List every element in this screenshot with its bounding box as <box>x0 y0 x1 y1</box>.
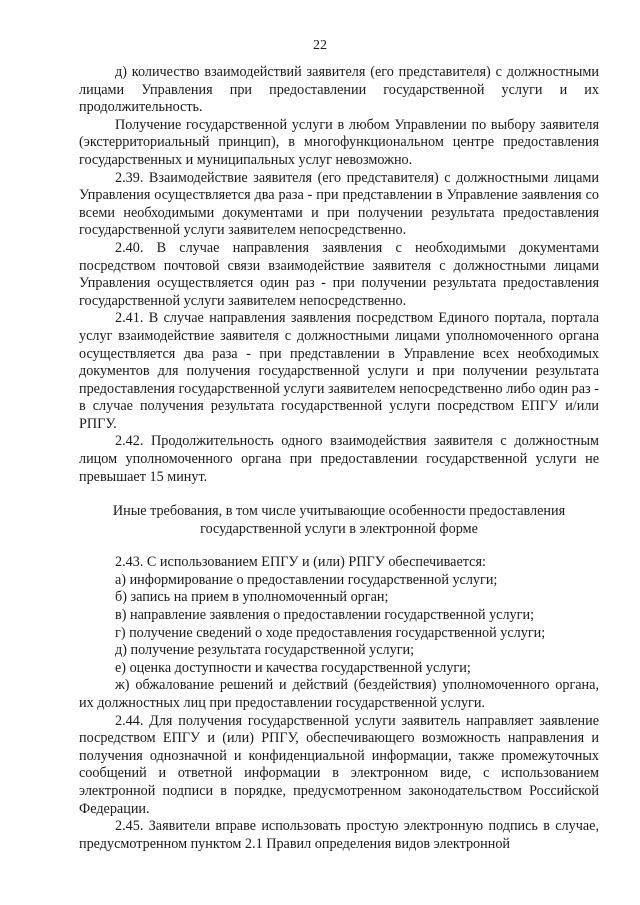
paragraph-2-42: 2.42. Продолжительность одного взаимодействия заявителя с должностным лицом уполномоченного органа при предоставлении государственной услуги не превышает 15 минут. <box>79 433 599 485</box>
list-item-g: г) получение сведений о ходе предоставления государственной услуги; <box>115 624 546 641</box>
paragraph-extraterritorial: Получение государственной услуги в любом Управлении по выбору заявителя (экстерриториальный принцип), в многофункциональном центре предоставления государственных и муниципальных услуг невозможно. <box>79 116 599 168</box>
paragraph-2-41: 2.41. В случае направления заявления посредством Единого портала, портала услуг взаимодействие заявителя с должностными лицами уполномоченного органа осуществляется два раза - при представлении в Управление всех необходимых документов для получения государственной услуги и при получении результата предоставления государственной услуги заявителем непосредственно либо один раз - в случае получения результата государственной услуги посредством ЕПГУ и/или РПГУ. <box>79 310 599 432</box>
list-item-e: е) оценка доступности и качества государственной услуги; <box>115 659 471 676</box>
page-number: 22 <box>313 38 327 53</box>
section-heading <box>79 502 599 538</box>
paragraph-2-40: 2.40. В случае направления заявления с необходимыми документами посредством почтовой связи взаимодействие заявителя с должностными лицами Управления осуществляется один раз - при получении результата предоставления государственной услуги заявителем непосредственно. <box>79 239 599 309</box>
list-item-v: в) направление заявления о предоставлении государственной услуги; <box>115 607 535 624</box>
paragraph-2-39: 2.39. Взаимодействие заявителя (его представителя) с должностными лицами Управления осуществляется два раза - при представлении в Управление заявления со всеми необходимыми документами и при получении результата предоставления государственной услуги заявителем непосредственно. <box>79 169 599 239</box>
list-item-b: б) запись на прием в уполномоченный орган; <box>115 589 389 606</box>
document-body <box>79 64 599 853</box>
list-item-a: а) информирование о предоставлении государственной услуги; <box>115 571 498 588</box>
paragraph-d-interactions: д) количество взаимодействий заявителя (его представителя) с должностными лицами Управления при предоставлении государственной услуги и их продолжительность. <box>79 64 599 116</box>
paragraph-2-44: 2.44. Для получения государственной услуги заявитель направляет заявление посредством ЕПГУ и (или) РПГУ, обеспечивающего возможность направления и получения однозначной и конфиденциальной информации, также промежуточных сообщений и ответной информации в электронном виде, с использованием электронной подписи в порядке, предусмотренном законодательством Российской Федерации. <box>79 712 599 817</box>
list-item-d: д) получение результата государственной услуги; <box>115 642 415 659</box>
section-heading-line-1: Иные требования, в том числе учитывающие особенности предоставления <box>112 503 566 520</box>
paragraph-2-45: 2.45. Заявители вправе использовать простую электронную подпись в случае, предусмотренном пунктом 2.1 Правил определения видов электронной <box>79 818 599 852</box>
section-heading-line-2: государственной услуги в электронной форме <box>200 521 478 538</box>
list-item-zh: ж) обжалование решений и действий (бездействия) уполномоченного органа, их должностных лиц при предоставлении государственной услуги. <box>79 677 599 711</box>
paragraph-2-43-intro: 2.43. С использованием ЕПГУ и (или) РПГУ обеспечивается: <box>115 554 486 571</box>
